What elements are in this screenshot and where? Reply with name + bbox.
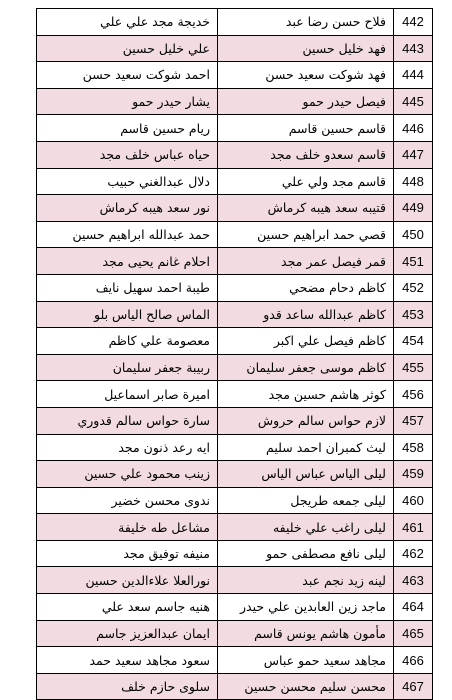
table-row: [37, 567, 433, 594]
husband-name-cell: لينه زيد نجم عبد: [218, 567, 394, 594]
row-number-cell: 459: [394, 461, 433, 488]
husband-name-cell: فهد شوكت سعيد حسن: [218, 62, 394, 89]
table-row: [37, 407, 433, 434]
wife-name-cell: احلام غانم يحيى مجد: [37, 248, 218, 275]
row-number-cell: 455: [394, 354, 433, 381]
wife-name-cell: حياه عباس خلف مجد: [37, 141, 218, 168]
table-row: [37, 274, 433, 301]
husband-name-cell: قمر فيصل عمر مجد: [218, 248, 394, 275]
husband-name-cell: كاظم عبدالله ساعد قدو: [218, 301, 394, 328]
wife-name-cell: الماس صالح الياس بلو: [37, 301, 218, 328]
wife-name-cell: منيفه توفيق مجد: [37, 540, 218, 567]
husband-name-cell: ليلى الياس عباس الياس: [218, 461, 394, 488]
table-row: [37, 115, 433, 142]
row-number-cell: 463: [394, 567, 433, 594]
husband-name-cell: قصي حمد ابراهيم حسين: [218, 221, 394, 248]
husband-name-cell: محسن سليم محسن حسين: [218, 673, 394, 700]
husband-name-cell: ليث كمبران احمد سليم: [218, 434, 394, 461]
row-number-cell: 465: [394, 620, 433, 647]
table-row: [37, 248, 433, 275]
row-number-cell: 467: [394, 673, 433, 700]
row-number-cell: 462: [394, 540, 433, 567]
row-number-cell: 458: [394, 434, 433, 461]
wife-name-cell: ربيبة جعفر سليمان: [37, 354, 218, 381]
row-number-cell: 451: [394, 248, 433, 275]
row-number-cell: 447: [394, 141, 433, 168]
husband-name-cell: قتيبه سعد هيبه كرماش: [218, 195, 394, 222]
wife-name-cell: سلوى حازم خلف: [37, 673, 218, 700]
table-row: [37, 647, 433, 674]
husband-name-cell: قاسم مجد ولي علي: [218, 168, 394, 195]
table-row: [37, 354, 433, 381]
husband-name-cell: ماجد زين العابدين علي حيدر: [218, 594, 394, 621]
wife-name-cell: ايمان عبدالعزيز جاسم: [37, 620, 218, 647]
wife-name-cell: دلال عبدالغني حبيب: [37, 168, 218, 195]
husband-name-cell: قاسم حسين قاسم: [218, 115, 394, 142]
table-row: [37, 195, 433, 222]
wife-name-cell: اميرة صابر اسماعيل: [37, 381, 218, 408]
table-row: [37, 141, 433, 168]
row-number-cell: 457: [394, 407, 433, 434]
husband-name-cell: لازم حواس سالم حروش: [218, 407, 394, 434]
row-number-cell: 456: [394, 381, 433, 408]
husband-name-cell: فيصل حيدر حمو: [218, 88, 394, 115]
husband-name-cell: مجاهد سعيد حمو عباس: [218, 647, 394, 674]
wife-name-cell: علي خليل حسين: [37, 35, 218, 62]
row-number-cell: 449: [394, 195, 433, 222]
table-row: [37, 434, 433, 461]
table-row: [37, 540, 433, 567]
wife-name-cell: طيبة احمد سهيل نايف: [37, 274, 218, 301]
table-row: [37, 673, 433, 700]
table-row: [37, 381, 433, 408]
wife-name-cell: احمد شوكت سعيد حسن: [37, 62, 218, 89]
wife-name-cell: سعود مجاهد سعيد حمد: [37, 647, 218, 674]
row-number-cell: 460: [394, 487, 433, 514]
row-number-cell: 461: [394, 514, 433, 541]
table-row: [37, 487, 433, 514]
table-row: [37, 301, 433, 328]
row-number-cell: 464: [394, 594, 433, 621]
husband-name-cell: ليلى جمعه طريجل: [218, 487, 394, 514]
wife-name-cell: زينب محمود علي حسين: [37, 461, 218, 488]
husband-name-cell: كاظم دحام مضحي: [218, 274, 394, 301]
table-row: [37, 168, 433, 195]
row-number-cell: 453: [394, 301, 433, 328]
wife-name-cell: نور سعد هيبه كرماش: [37, 195, 218, 222]
row-number-cell: 452: [394, 274, 433, 301]
table-row: [37, 461, 433, 488]
table-row: [37, 62, 433, 89]
table-row: [37, 9, 433, 36]
wife-name-cell: ندوى محسن خضير: [37, 487, 218, 514]
table-row: [37, 594, 433, 621]
table-row: [37, 88, 433, 115]
husband-name-cell: مأمون هاشم يونس قاسم: [218, 620, 394, 647]
row-number-cell: 446: [394, 115, 433, 142]
row-number-cell: 443: [394, 35, 433, 62]
row-number-cell: 450: [394, 221, 433, 248]
row-number-cell: 448: [394, 168, 433, 195]
husband-name-cell: كاظم موسى جعفر سليمان: [218, 354, 394, 381]
husband-name-cell: كوثر هاشم حسين مجد: [218, 381, 394, 408]
table-row: [37, 221, 433, 248]
row-number-cell: 454: [394, 328, 433, 355]
table-body: [37, 9, 433, 700]
wife-name-cell: هنيه جاسم سعد علي: [37, 594, 218, 621]
row-number-cell: 466: [394, 647, 433, 674]
wife-name-cell: حمد عبدالله ابراهيم حسين: [37, 221, 218, 248]
husband-name-cell: كاظم فيصل علي اكبر: [218, 328, 394, 355]
wife-name-cell: سارة حواس سالم قدوري: [37, 407, 218, 434]
wife-name-cell: ايه رعد ذنون مجد: [37, 434, 218, 461]
husband-name-cell: ليلى نافع مصطفى حمو: [218, 540, 394, 567]
row-number-cell: 444: [394, 62, 433, 89]
names-table: [36, 8, 433, 700]
table-row: [37, 620, 433, 647]
wife-name-cell: خديجة مجد علي علي: [37, 9, 218, 36]
husband-name-cell: فلاح حسن رضا عبد: [218, 9, 394, 36]
table-row: [37, 35, 433, 62]
row-number-cell: 445: [394, 88, 433, 115]
table-row: [37, 328, 433, 355]
wife-name-cell: ريام حسين قاسم: [37, 115, 218, 142]
table-row: [37, 514, 433, 541]
wife-name-cell: معصومة علي كاظم: [37, 328, 218, 355]
wife-name-cell: مشاعل طه خليفة: [37, 514, 218, 541]
row-number-cell: 442: [394, 9, 433, 36]
husband-name-cell: فهد خليل حسين: [218, 35, 394, 62]
wife-name-cell: نورالعلا علاءالدين حسين: [37, 567, 218, 594]
wife-name-cell: يشار حيدر حمو: [37, 88, 218, 115]
husband-name-cell: ليلى راغب علي خليفه: [218, 514, 394, 541]
husband-name-cell: قاسم سعدو خلف مجد: [218, 141, 394, 168]
